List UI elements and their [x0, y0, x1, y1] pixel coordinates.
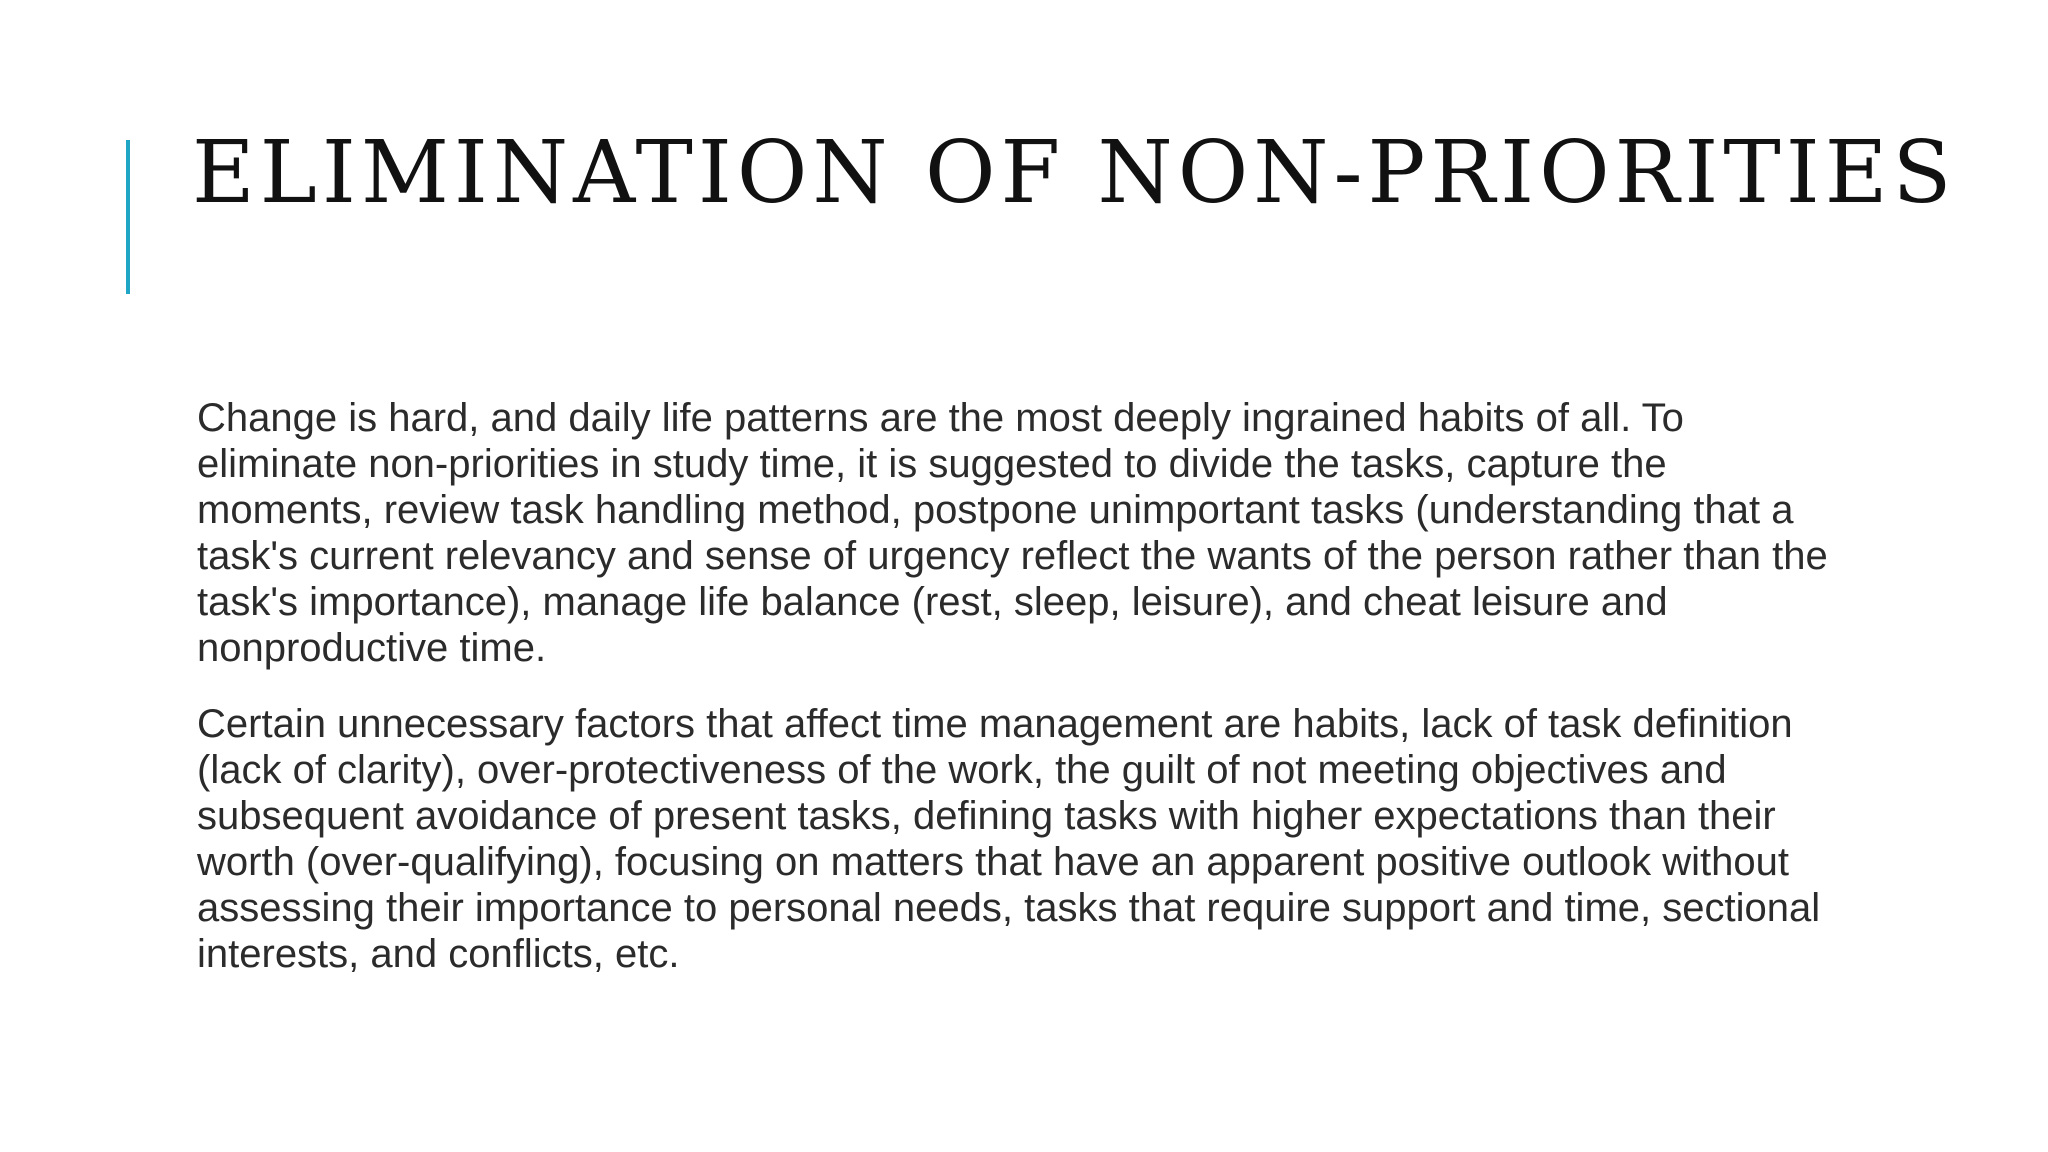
body-paragraph-2: Certain unnecessary factors that affect time management are habits, lack of task definition (lack of clarity), over-protectiveness of the work, the guilt of not meeting objectives and subsequent avoidance of present tasks, defining tasks with higher expectations than their worth (over-qualifying), focusing on matters that have an apparent positive outlook without assessing their importance to personal needs, tasks that require support and time, sectional interests, and conflicts, etc. [197, 702, 1821, 976]
body-paragraph-1: Change is hard, and daily life patterns are the most deeply ingrained habits of all. To eliminate non-priorities in study time, it is suggested to divide the tasks, capture the moments, review task handling method, postpone unimportant tasks (understanding that a task's current relevancy and sense of urgency reflect the wants of the person rather than the task's importance), manage life balance (rest, sleep, leisure), and cheat leisure and nonproductive time. [197, 396, 1828, 670]
title-accent-bar [126, 140, 130, 294]
slide-body [197, 395, 1837, 1007]
slide-title: ELIMINATION OF NON-PRIORITIES [192, 123, 1957, 223]
